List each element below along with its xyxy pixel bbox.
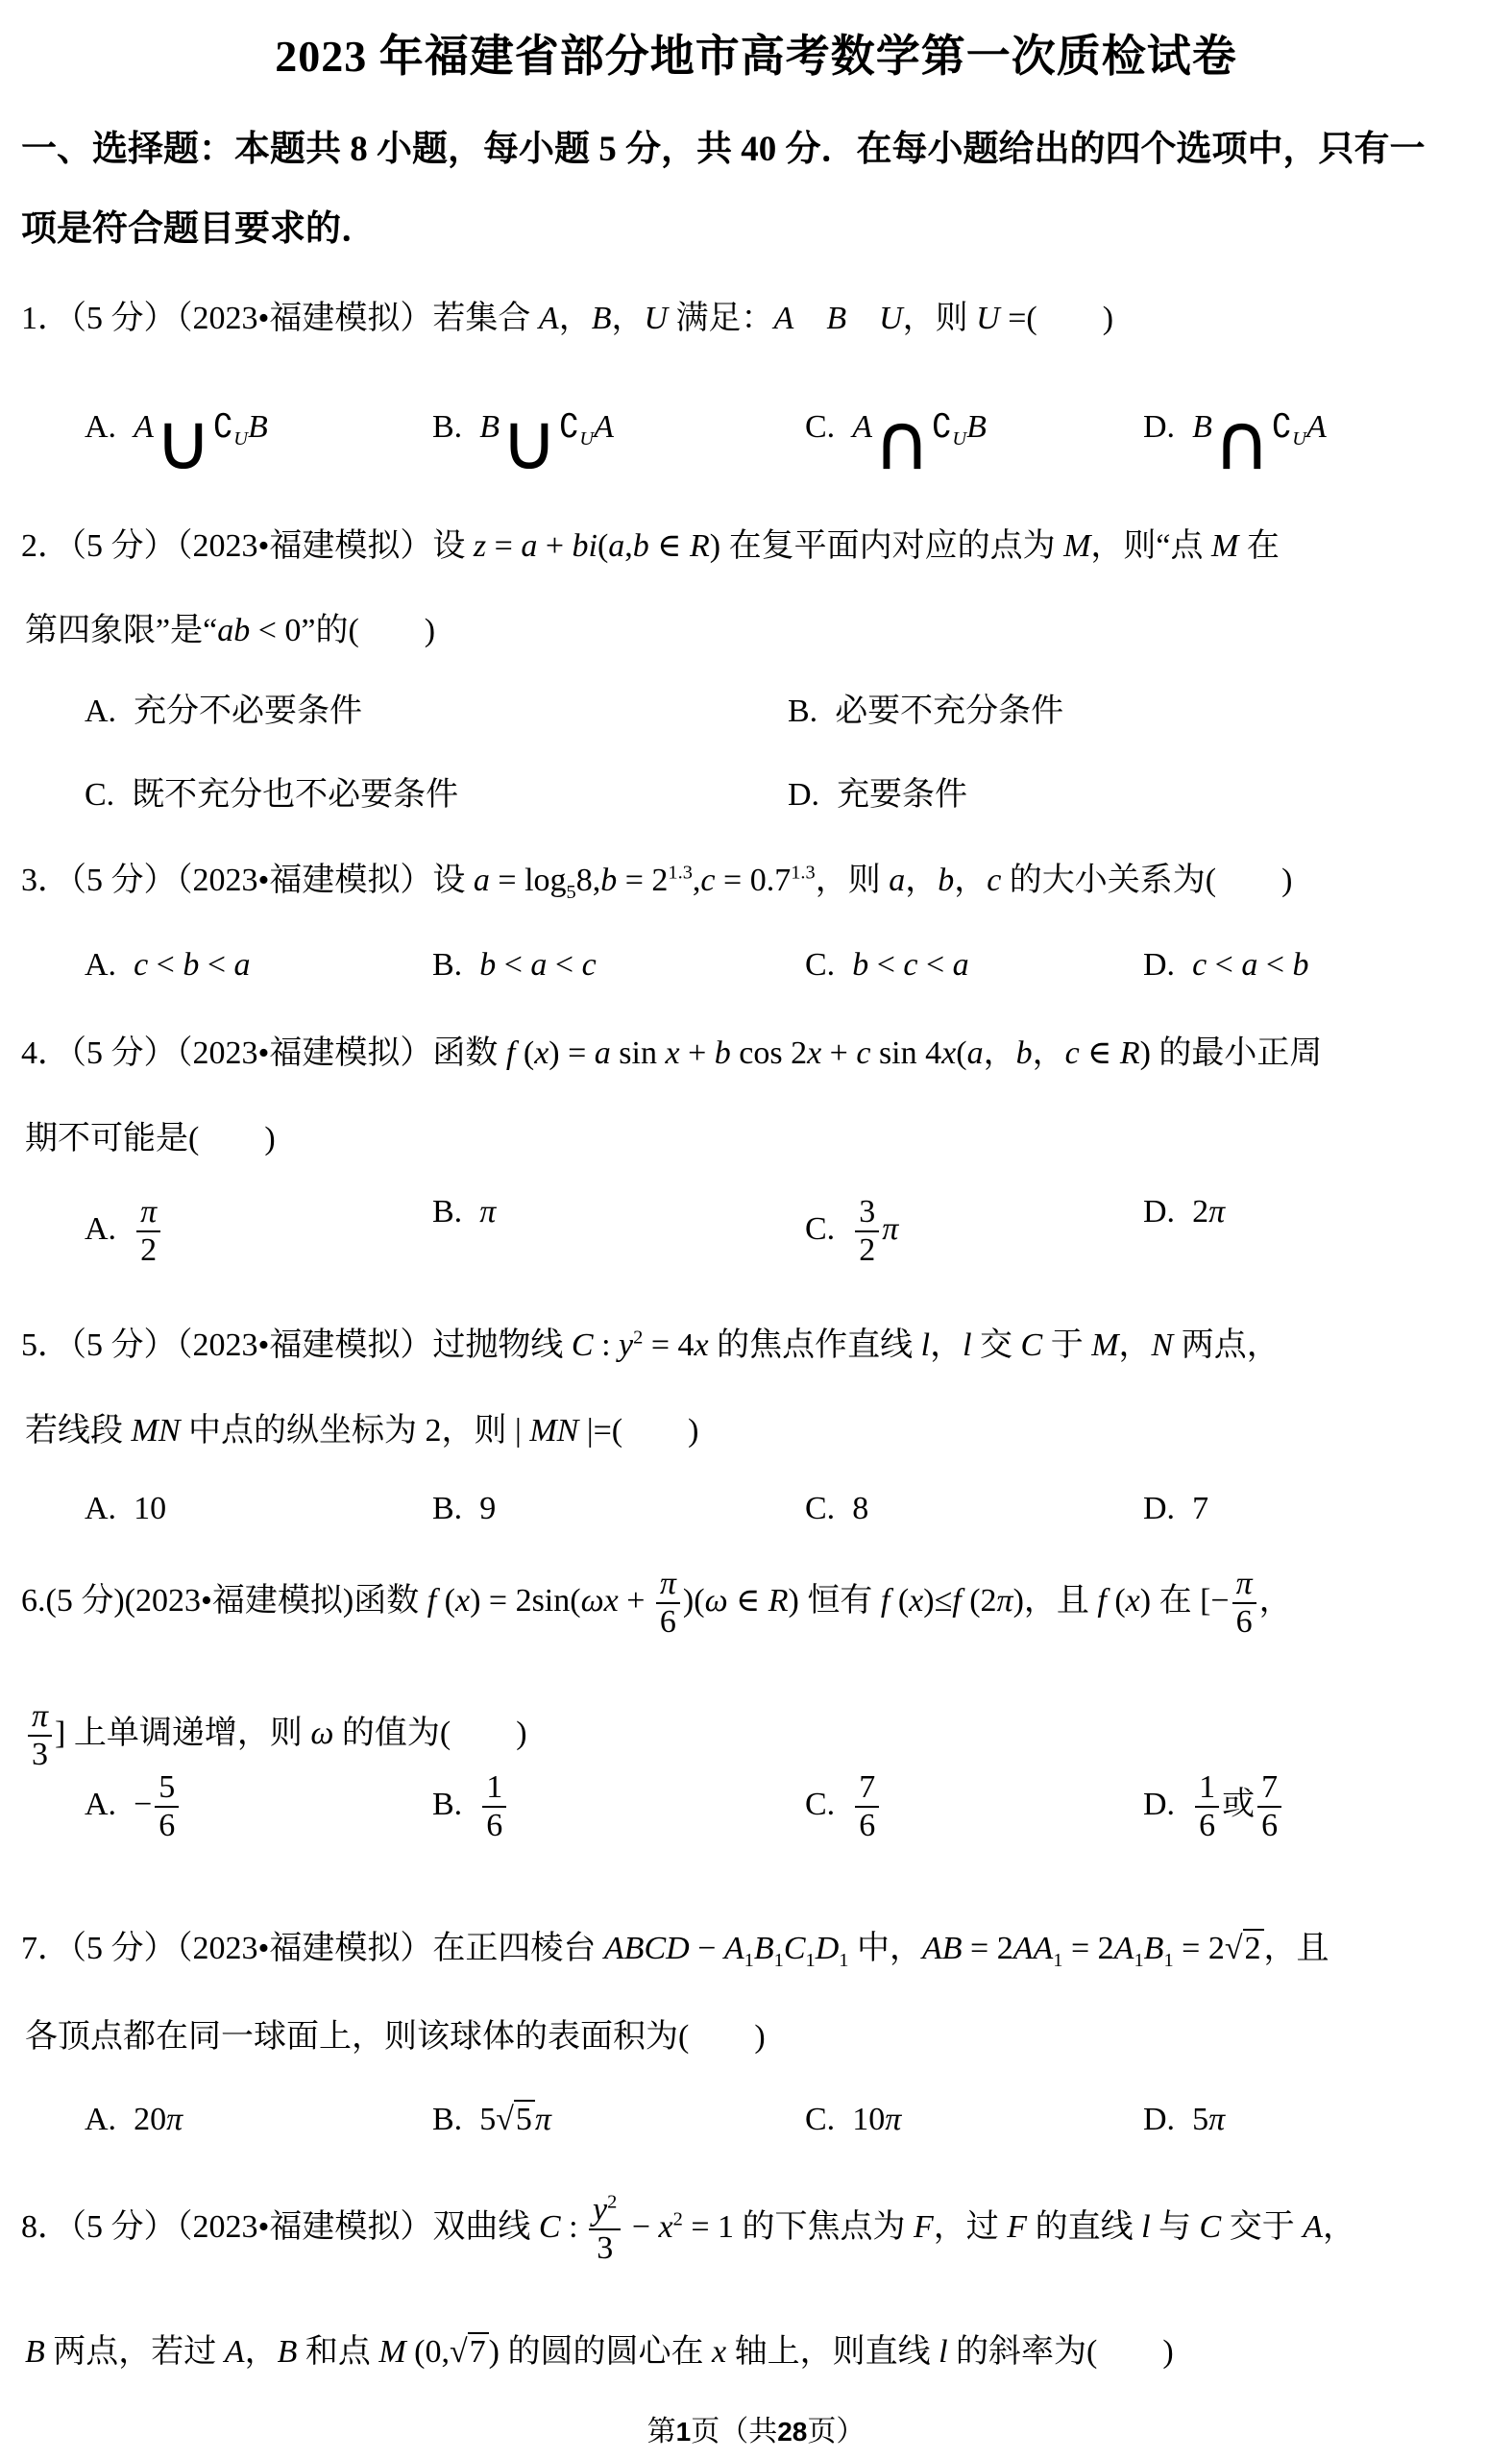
question-2-options-row-1 <box>0 684 1512 742</box>
option-label: C. <box>805 1786 836 1822</box>
question-2-option-b <box>788 684 1063 731</box>
option-value: 10π <box>852 2102 902 2137</box>
question-5-option-a <box>85 1491 166 1527</box>
question-8-stem-line-1: 8．（5 分）（2023•福建模拟）双曲线 C : $\frac{y^2}{3}$ − $x^2 = 1$ 的下焦点为 F，过 F 的直线 l 与 C 交于 A， <box>21 2191 1355 2267</box>
option-value: 5π <box>1192 2102 1226 2137</box>
question-1-option-c <box>805 396 987 488</box>
option-value: 9 <box>479 1491 497 1526</box>
option-label: A. <box>85 409 117 445</box>
option-value: 充要条件 <box>837 777 968 813</box>
question-5-option-c <box>805 1491 868 1527</box>
option-label: C. <box>805 1491 836 1526</box>
question-5-stem-line-1: 5．（5 分）（2023•福建模拟）过抛物线 C : $y^2 = 4x$ 的焦点作直线 l，l 交 C 于 M，N 两点， <box>21 1327 1280 1363</box>
option-label: D. <box>1143 409 1176 445</box>
option-label: D. <box>1143 1194 1176 1230</box>
question-6-option-d <box>1143 1769 1284 1844</box>
option-value: b < c < a <box>852 947 969 983</box>
option-value: $\frac{1}{6}$ <box>479 1787 509 1822</box>
option-value: 5√5π <box>479 2102 551 2137</box>
option-value: 8 <box>852 1491 869 1526</box>
option-value: $\frac{\pi}{2}$ <box>134 1211 163 1247</box>
question-2-option-c <box>85 767 458 815</box>
question-6-stem-line-1: 6.(5 分)(2023•福建模拟)函数 f (x) = 2sin(ωx + $\frac{\pi}{6}$ )(ω ∈ R) 恒有 f (x)≤f (2π)，且 f (x) 在 [− $\frac{\pi}{6}$ ， <box>21 1566 1292 1641</box>
option-label: C. <box>805 409 836 445</box>
option-label: A. <box>85 694 117 729</box>
option-label: B. <box>432 1786 463 1822</box>
question-1-option-a <box>85 396 268 488</box>
question-5-stem-line-2: 若线段 MN 中点的纵坐标为 2，则 | MN |=( ) <box>25 1413 699 1449</box>
option-label: C. <box>85 777 115 813</box>
option-label: C. <box>805 947 836 983</box>
question-3-option-c <box>805 947 969 984</box>
option-value: c < b < a <box>134 947 251 983</box>
option-value: − $\frac{5}{6}$ <box>134 1787 182 1822</box>
question-3-stem-line-1: 3．（5 分）（2023•福建模拟）设 $a = \log_58,b = 2^{1.3},c = 0.7^{1.3}$，则 a，b，c 的大小关系为( ) <box>21 862 1293 903</box>
question-6-stem-line-2: $\frac{\pi}{3}$ ] 上单调递增，则 ω 的值为( ) <box>25 1698 527 1773</box>
option-label: A. <box>85 947 117 983</box>
option-value: 充分不必要条件 <box>134 694 363 729</box>
question-4-option-a <box>85 1194 163 1269</box>
option-value: $B\cap∁_UA$ <box>1192 396 1327 488</box>
option-value: π <box>479 1194 497 1230</box>
question-3-option-a <box>85 947 251 984</box>
page-title: 2023 年福建省部分地市高考数学第一次质检试卷 <box>275 32 1237 81</box>
option-value: 10 <box>134 1491 167 1526</box>
question-7-option-c <box>805 2102 901 2138</box>
option-value: $B\cup∁_UA$ <box>479 396 614 488</box>
question-8-stem-line-2: B 两点，若过 A，B 和点 M (0,√7) 的圆的圆心在 x 轴上，则直线 l 的斜率为( ) <box>25 2334 1174 2370</box>
question-5-option-d <box>1143 1491 1208 1527</box>
option-label: B. <box>432 1194 463 1230</box>
option-value: $\frac{3}{2}$ π <box>852 1211 898 1247</box>
option-value: 必要不充分条件 <box>835 694 1064 729</box>
question-1-option-b <box>432 396 614 488</box>
option-value: $\frac{7}{6}$ <box>852 1787 882 1822</box>
question-4-stem-line-2: 期不可能是( ) <box>25 1121 276 1156</box>
question-4-option-c <box>805 1194 898 1269</box>
question-2-stem-line-2: 第四象限”是“ab < 0”的( ) <box>25 613 436 648</box>
question-3-option-b <box>432 947 597 984</box>
option-value: $A\cup∁_UB$ <box>134 396 268 488</box>
option-value: 既不充分也不必要条件 <box>132 777 459 813</box>
section-heading-line-1: 一、选择题：本题共 8 小题，每小题 5 分，共 40 分．在每小题给出的四个选项中，只有一 <box>21 130 1426 169</box>
question-6-option-b <box>432 1769 509 1844</box>
option-value: c < a < b <box>1192 947 1309 983</box>
section-heading-line-2: 项是符合题目要求的． <box>21 209 377 249</box>
option-label: A. <box>85 1491 117 1526</box>
question-4-option-d <box>1143 1194 1225 1230</box>
question-2-options-row-2 <box>0 767 1512 825</box>
option-label: B. <box>788 694 818 729</box>
question-2-stem-line-1: 2．（5 分）（2023•福建模拟）设 z = a + bi(a,b ∈ R) 在复平面内对应的点为 M，则“点 M 在 <box>21 528 1280 564</box>
question-1-option-d <box>1143 396 1327 488</box>
question-5-option-b <box>432 1491 496 1527</box>
option-label: B. <box>432 409 463 445</box>
option-label: D. <box>1143 947 1176 983</box>
question-4-stem-line-1: 4．（5 分）（2023•福建模拟）函数 f (x) = a sin x + b cos 2x + c sin 4x(a，b，c ∈ R) 的最小正周 <box>21 1035 1323 1071</box>
question-1-options-row <box>0 396 1512 488</box>
question-7-stem-line-2: 各顶点都在同一球面上，则该球体的表面积为( ) <box>25 2019 766 2055</box>
option-value: 2π <box>1192 1194 1226 1230</box>
option-value: b < a < c <box>479 947 597 983</box>
question-1-stem-line-1: 1．（5 分）（2023•福建模拟）若集合 A，B，U 满足：A B U，则 U =( ) <box>21 301 1114 336</box>
option-label: B. <box>432 947 463 983</box>
question-3-option-d <box>1143 947 1309 984</box>
option-value: $\frac{1}{6}$ 或 $\frac{7}{6}$ <box>1192 1787 1284 1822</box>
question-7-options-row <box>0 2102 1512 2159</box>
option-label: D. <box>788 777 820 813</box>
question-7-option-a <box>85 2102 183 2138</box>
option-label: D. <box>1143 1786 1176 1822</box>
option-label: A. <box>85 1210 117 1247</box>
option-label: B. <box>432 2102 463 2137</box>
option-label: C. <box>805 2102 836 2137</box>
question-7-option-b <box>432 2102 551 2138</box>
question-6-options-row <box>0 1769 1512 1844</box>
question-3-options-row <box>0 947 1512 1005</box>
option-value: $A\cap∁_UB$ <box>852 396 987 488</box>
option-label: D. <box>1143 1491 1176 1526</box>
option-label: A. <box>85 1786 117 1822</box>
question-4-options-row <box>0 1194 1512 1269</box>
page-footer: 第1页（共28页） <box>646 2416 866 2447</box>
option-label: A. <box>85 2102 117 2137</box>
option-label: C. <box>805 1210 836 1247</box>
option-label: D. <box>1143 2102 1176 2137</box>
question-4-option-b <box>432 1194 496 1230</box>
option-value: 20π <box>134 2102 183 2137</box>
question-2-option-d <box>788 767 967 815</box>
option-value: 7 <box>1192 1491 1209 1526</box>
question-5-options-row <box>0 1491 1512 1548</box>
question-2-option-a <box>85 684 362 731</box>
question-7-stem-line-1: 7．（5 分）（2023•福建模拟）在正四棱台 ABCD − $A_1B_1C_1D_1$ 中，AB = $2AA_1 = 2A_1B_1 = 2√2$，且 <box>21 1931 1329 1971</box>
option-label: B. <box>432 1491 463 1526</box>
question-6-option-c <box>805 1769 882 1844</box>
question-7-option-d <box>1143 2102 1225 2138</box>
question-6-option-a <box>85 1769 182 1844</box>
